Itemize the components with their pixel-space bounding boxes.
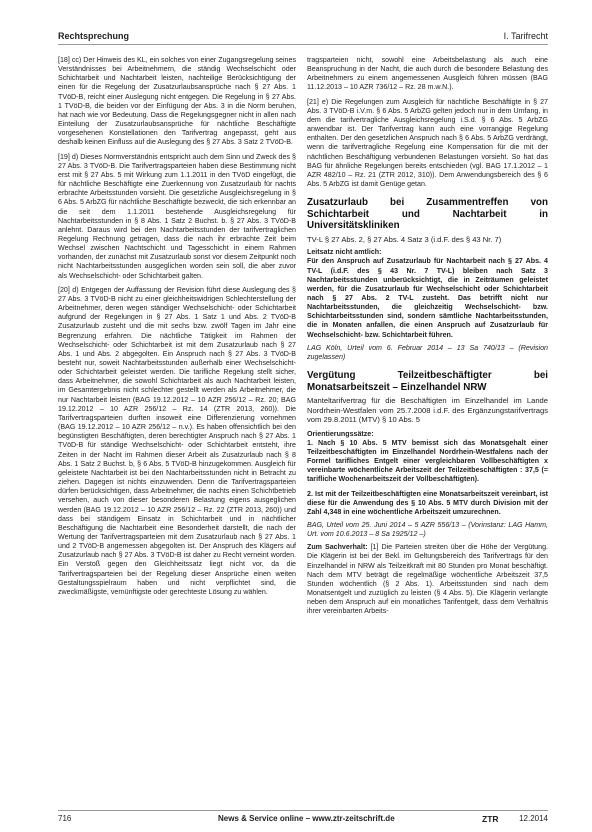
article-title-verguetung: Vergütung Teilzeitbeschäftigter bei Monatsarbeitszeit – Einzelhandel NRW: [307, 370, 548, 393]
subsection-name: I. Tarifrecht: [503, 31, 548, 41]
leitsatz-label: Leitsatz nicht amtlich:: [307, 248, 382, 257]
running-footer: [58, 810, 548, 825]
sachverhalt-paragraph: [307, 543, 548, 616]
paragraph-20: [20] d) Entgegen der Auffassung der Revision führt diese Auslegung des § 27 Abs. 3 TVöD-B nicht zu einer gleichheitswidrigen Schlechterstellung der Arbeitnehmer, deren wegen ständiger Wechselschicht- oder Schichtarbeit aufgrund der Regelungen in § 27 Abs. 1 Satz 1 und Abs. 2 TVöD-B Zusatzurlaub zusteht und die mit sechs bzw. zwölf Tagen im Jahr eine Begrenzung erfahren. Die nächtliche Tätigkeit im Rahmen der Wechselschicht- oder Schichtarbeit ist mit dem Zusatzurlaub nach § 27 Abs. 1 und Abs. 2 abgegolten. Ein Anspruch nach § 27 Abs. 3 TVöD-B besteht nur, soweit Nachtarbeitsstunden außerhalb einer Wechselschicht- oder Schichtarbeit geleistet werden. Die tarifliche Regelung stellt sicher, dass Arbeitnehmer, die sowohl Schichtarbeit als auch Nachtarbeit leisten, im Gesamtergebnis nicht schlechter gestellt werden als Arbeitnehmer, die nur Nachtarbeit leisten (BAG 19.12.2012 – 10 AZR 256/12 – Rz. 20; BAG 19.12.2012 – 10 AZR 256/12 – Rz. 14 (ZTR 2013, 260)). Die Tarifvertragsparteien durften insoweit eine Differenzierung vornehmen (BAG 19.12.2012 – 10 AZR 256/12 – n.v.). Es haben offensichtlich bei den begünstigten Beschäftigten, deren berechtigter Anspruch nach § 27 Abs. 1 TVöD-B für ständige Wechselschicht- oder Schichtarbeit entsteht, ihre Zeiten in der Nacht im Rahmen dieser Arbeit als Zusatzurlaub nach § 8 Abs. 1 Satz 2 Buchst. b, § 6 Abs. 5 TVöD-B hinzugekommen. Ausgleich für geleistete Nachtarbeit ist bei den Nachtarbeitsstunden nicht in Betracht zu ziehen. Dagegen ist nichts einzuwenden. Denn die Tarifvertragsparteien dürfen berücksichtigen, dass Arbeitnehmer, die nachts einen Schichtbetrieb versehen, auch von dieser besonderen Belastung eigens ausgeglichen werden (BAG 19.12.2012 – 10 AZR 256/12 – Rz. 22 (ZTR 2013, 260)) und dass bei ständigem Einsatz in Schichtarbeit und in nächtlicher Beschäftigung die Nachtarbeit eine Besonderheit darstellt, die nach der Wertung der Tarifvertragsparteien mit dem Zusatzurlaub nach § 27 Abs. 1 und 2 TVöD-B angemessen abgegolten ist. Der Anspruch des Klägers auf Zusatzurlaub nach § 27 Abs. 3 TVöD-B ist daher zu Recht verneint worden. Ein Verstoß gegen den Gleichheitssatz liegt nicht vor, da die Tarifvertragsparteien bei der Regelung dieser Ansprüche einen weiten Gestaltungsspielraum haben und nicht verpflichtet sind, die zweckmäßigste, vernünftigste oder gerechteste Lösung zu wählen.: [58, 285, 296, 596]
running-header: [58, 30, 548, 45]
orientierungssatz-1: 1. Nach § 10 Abs. 5 MTV bemisst sich das Monatsgehalt einer Teilzeitbeschäftigten im Einzelhandel Nordrhein-Westfalens nach der Formel tarifliches Entgelt einer vergleichbaren Vollbeschäftigten x vereinbarte wöchentliche Arbeitszeit der Teilzeitbeschäftigten : 37,5 (= tarifliche Wochenarbeitszeit der Vollbeschäftigten).: [307, 438, 548, 484]
article-title-zusatzurlaub: Zusatzurlaub bei Zusammentreffen von Schichtarbeit und Nachtarbeit in Universitätskliniken: [307, 197, 548, 232]
paragraph-19: [19] d) Dieses Normverständnis entspricht auch dem Sinn und Zweck des § 27 Abs. 3 TVöD-B. Die Tarifvertragsparteien haben diese Bestimmung nicht erst mit § 27 Abs. 5 mit Wirkung zum 1.1.2011 in den TVöD eingefügt, die für nächtliche Beschäftigte eine Zuerkennung von Zusatzurlaub für nachts erbrachte Arbeitsstunden vorsieht. Die gesetzliche Ausgleichsregelung in § 6 Abs. 5 ArbZG für nächtliche Beschäftigte bezweckt, die sich erkennbar an die seit dem 1.1.2011 bestehende Ausgleichsregelung für Nachtarbeitsstunden in § 8 Abs. 1 Satz 2 Buchst. b. § 27 Abs. 3 TVöD-B anlehnt. Daraus wird bei den Nachtarbeitsstunden der tarifvertraglichen Regelung Rechnung getragen, dass die nach ihr erbrachte Zeit beim Wechsel zwischen Nachtschicht und Tagesschicht in einem Rahmen vorhanden, der zunächst mit Zusatzurlaub sonst vor diesem Zeitpunkt noch nicht Nachtarbeitsstunden ausgeglichen worden sein soll, die aber zuvor als Wechselschicht- oder Schichtarbeit galten.: [58, 152, 296, 280]
sachverhalt-label: Zum Sachverhalt:: [307, 543, 368, 552]
sachverhalt-text: [1] Die Parteien streiten über die Höhe der Vergütung. Die Klägerin ist bei der Bekl. im Geltungsbereich des Tarifvertrags für den Einzelhandel in NRW als Teilzeitkraft mit 80 Stunden pro Monat beschäftigt. Nach dem MTV beträgt die regelmäßige wöchentliche Arbeitszeit 37,5 Stunden wöchentlich (§ 2 Abs. 1). Arbeitsstunden sind nach dem Monatsentgelt und zuzüglich zu leisten (§ 4 Abs. 5). Die Klägerin verlangte neben dem Anspruch auf ein monatliches Tarifentgelt, dass dem Verhältnis ihrer vereinbarten Arbeits-: [307, 543, 548, 616]
paragraph-21: [21] e) Die Regelungen zum Ausgleich für nächtliche Beschäftigte in § 27 Abs. 3 TVöD-B i.V.m. § 6 Abs. 5 ArbZG gelten jedoch nur in dem Umfang, in dem die tarifvertragliche Ausgleichsregelung i.S.d. § 6 Abs. 5 ArbZG anwendbar ist. Der Tarifvertrag kann auch eine vorrangige Regelung enthalten. Der den gesetzlichen Anspruch nach § 6 Abs. 5 ArbZG verdrängt, wenn die tarifvertragliche Regelung eine Kompensation für die mit der nächtlichen Beschäftigung verbundenen Belastungen vorsieht. So hat das BAG für ähnliche Regelungen bereits entschieden (vgl. BAG 17.1.2012 – 1 AZR 482/10 – Rz. 21 (ZTR 2012, 310)). Dem Anwendungsbereich des § 6 Abs. 5 ArbZG ist damit Genüge getan.: [307, 97, 548, 189]
paragraph-18: [18] cc) Der Hinweis des KL, ein solches von einer Zugangsregelung seines Verständnisses bei Arbeitnehmern, die ständig Wechselschicht oder Schichtarbeit und Nachtarbeit leisten, nachteilige Berücksichtigung der einen für die Regelung der Zusatzurlaubsansprüche nach § 27 Abs. 1 TVöD-B, reicht einer Auslegung nicht entgegen. Die Regelung in § 27 Abs. 1 TVöD-B, die beiden vor der Einfügung der Abs. 3 in die Norm beruhen, hat nach wie vor Bedeutung. Dass die Regelungsgegner nicht in allen nach Einteilung der Zusatzurlaubsansprüche für nächtliche Beschäftigte vorgesehenen Konstellationen den Tarifvertrag angepasst, geht aus deshalb keinen Einfluss auf die Auslegung des § 27 Abs. 3 Satz 2 TVöD-B.: [58, 56, 296, 147]
orientierungssatz-2: 2. Ist mit der Teilzeitbeschäftigten eine Monatsarbeitszeit vereinbart, ist diese für die Anwendung des § 10 Abs. 5 MTV durch Division mit der Zahl 4,348 in eine wöchentliche Arbeitszeit umzurechnen.: [307, 489, 548, 516]
footer-website: News & Service online – www.ztr-zeitschrift.de: [218, 814, 395, 823]
page-number: 716: [58, 814, 72, 823]
right-column: [307, 56, 548, 618]
decision-source: LAG Köln, Urteil vom 6. Februar 2014 – 13 Sa 740/13 – (Revision zugelassen): [307, 343, 548, 361]
article-norm-reference: Manteltarifvertrag für die Beschäftigten im Einzelhandel im Lande Nordrhein-Westfalen vom 25.7.2008 i.d.F. des Ergänzungstarifvertrags vom 29.8.2011 (MTV) § 10 Abs. 5: [307, 396, 548, 425]
article-norm-reference: TV-L § 27 Abs. 2, § 27 Abs. 4 Satz 3 (i.d.F. des § 43 Nr. 7): [307, 234, 502, 244]
left-column: [58, 56, 296, 598]
section-name: Rechtsprechung: [58, 31, 130, 41]
journal-name: ZTR: [482, 814, 499, 824]
decision-source: BAG, Urteil vom 25. Juni 2014 – 5 AZR 556/13 – (Vorinstanz: LAG Hamm, Urt. vom 10.6.2013 – 8 Sa 1925/12 –): [307, 520, 548, 539]
paragraph-continued: tragsparteien nicht, sowohl eine Arbeitsbelastung als auch eine Beanspruchung in der Nacht, die auch durch die besondere Belastung des Arbeitnehmers zu einem angemessenen Ausgleich führen müssen (BAG 11.12.2013 – 10 AZR 736/12 – Rz. 28 m.w.N.).: [307, 56, 548, 92]
orientierungssaetze-label: Orientierungssätze:: [307, 429, 374, 438]
leitsatz-text: Für den Anspruch auf Zusatzurlaub für Nachtarbeit nach § 27 Abs. 4 TV-L (i.d.F. des § 43 Nr. 7 TV-L) bleiben nach Satz 3 Nachtarbeitsstunden unberücksichtigt, die in Zeiträumen geleistet werden, für die Zusatzurlaub für Wechselschicht oder Schichtarbeit nach § 27 Abs. 2 TV-L zusteht. Das betrifft nicht nur Nachtarbeitsstunden, die gleichzeitig Wechselschicht- bzw. Schichtarbeitsstunden sind, sondern sämtliche Nachtarbeitsstunden, die in Monaten anfallen, die einen Anspruch auf Zusatzurlaub für Wechselschicht- bzw. Schichtarbeit führen.: [307, 257, 548, 339]
issue-number: 12.2014: [519, 814, 548, 823]
